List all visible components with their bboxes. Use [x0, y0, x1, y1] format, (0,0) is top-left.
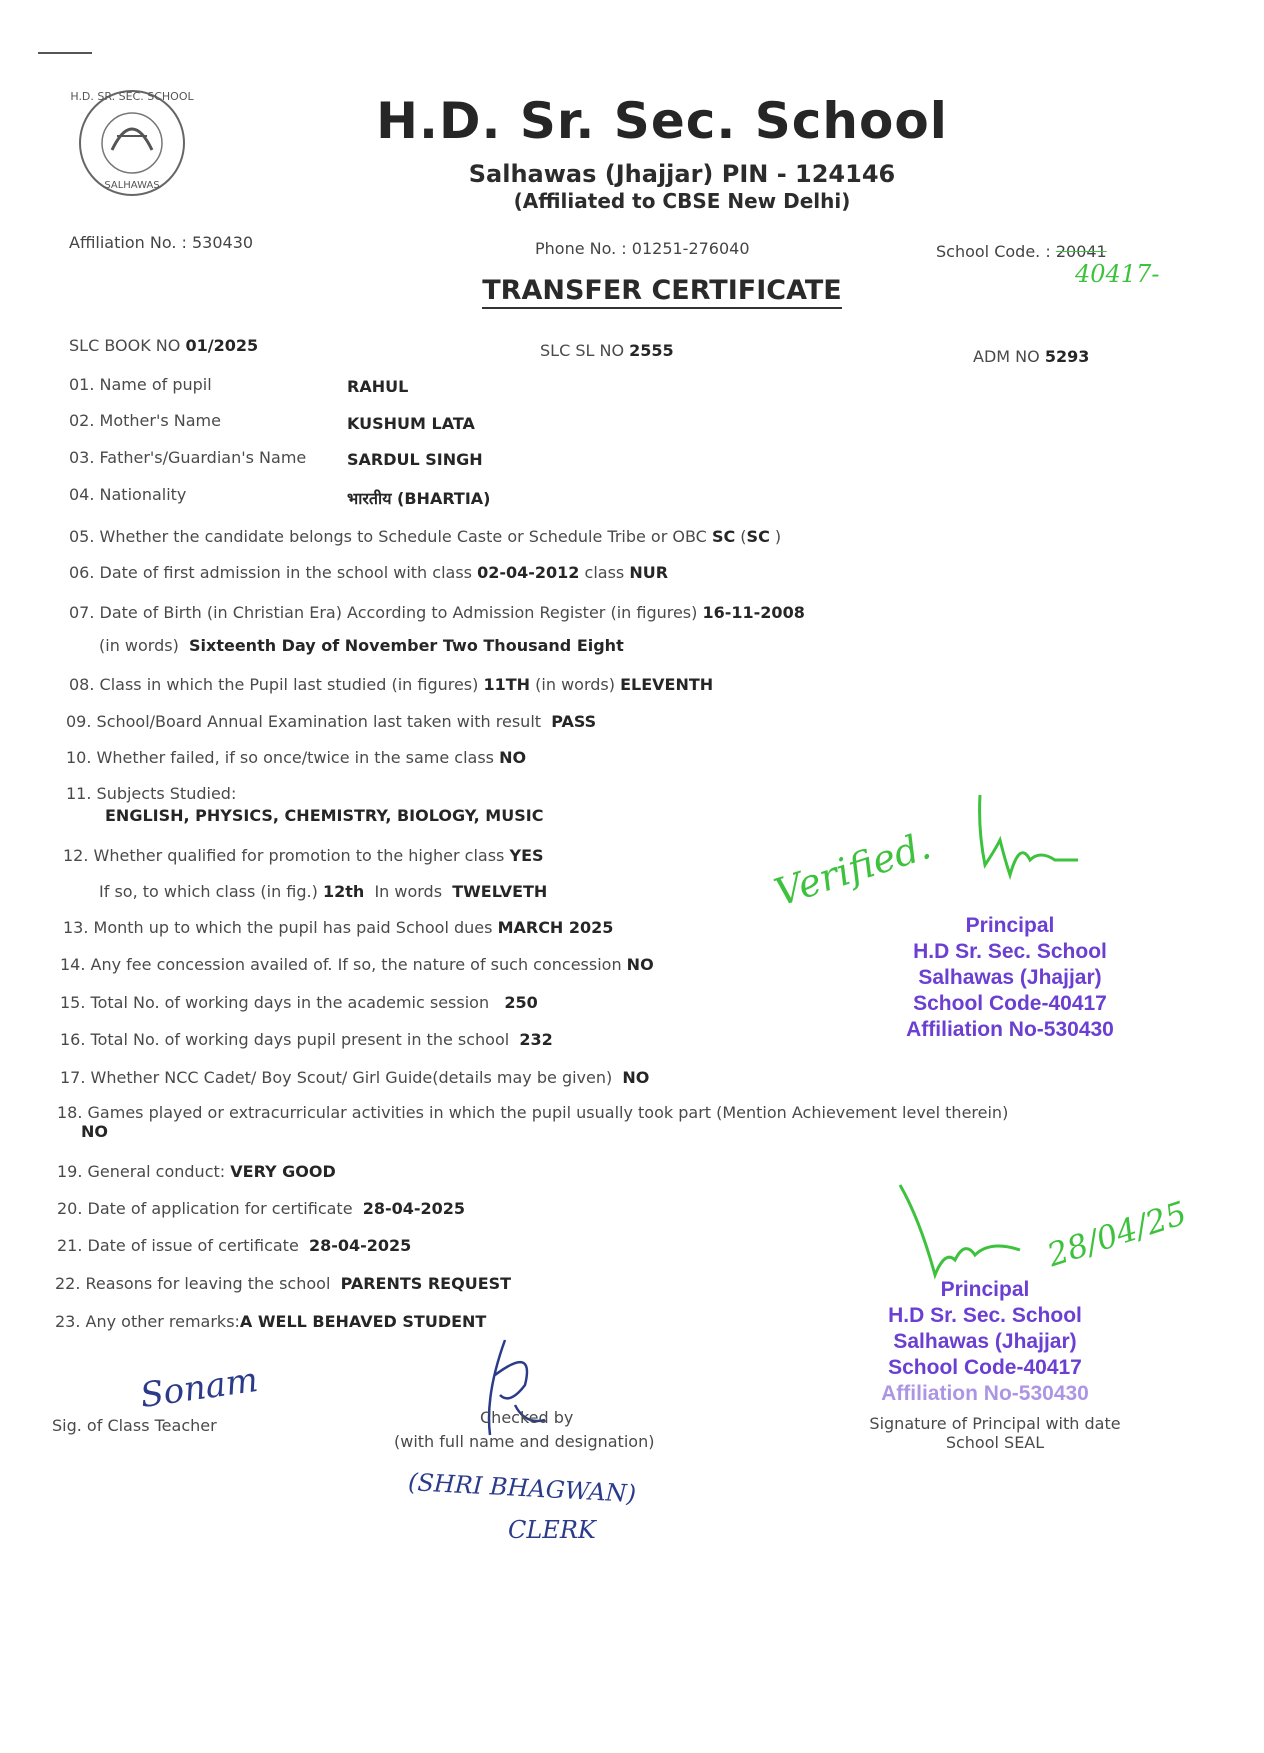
item-21-value: 28-04-2025 [308, 1236, 412, 1255]
item-20 [57, 1199, 465, 1218]
item-05-label: 05. Whether the candidate belongs to Schedule Caste or Schedule Tribe or OBC [69, 527, 707, 546]
item-07-value: 16-11-2008 [702, 603, 805, 622]
item-12-sub-words-label: In words [374, 882, 443, 901]
item-22 [55, 1274, 511, 1293]
stamp2-line-5: Affiliation No-530430 [881, 1382, 1089, 1405]
item-19-label: 19. General conduct: [57, 1162, 226, 1181]
item-09 [66, 712, 596, 731]
clerk-handwritten-name: (SHRI BHAGWAN) [407, 1468, 637, 1508]
item-07 [69, 603, 805, 622]
affiliation-number: Affiliation No. : 530430 [69, 233, 254, 252]
item-08-label: 08. Class in which the Pupil last studied (in figures) [69, 675, 479, 694]
svg-text:SALHAWAS: SALHAWAS [104, 180, 160, 191]
item-03-value: SARDUL SINGH [347, 450, 483, 469]
item-08-words-label: (in words) [535, 675, 615, 694]
item-04-label: 04. Nationality [69, 485, 187, 504]
slc-book-no [69, 336, 258, 355]
item-18-value: NO [81, 1122, 108, 1141]
item-15 [60, 993, 538, 1012]
item-10 [66, 748, 526, 767]
item-10-value: NO [499, 748, 527, 767]
principal-signature-caption [835, 1414, 1155, 1452]
item-01-value: RAHUL [347, 377, 409, 396]
school-address: Salhawas (Jhajjar) PIN - 124146 [468, 160, 896, 188]
school-code-handwritten: 40417- [1075, 260, 1160, 288]
item-13-label: 13. Month up to which the pupil has paid School dues [63, 918, 493, 937]
item-03-label: 03. Father's/Guardian's Name [69, 448, 307, 467]
stamp2-line-2: H.D Sr. Sec. School [888, 1304, 1082, 1327]
stamp1-line-5: Affiliation No-530430 [906, 1018, 1114, 1041]
phone-number: Phone No. : 01251-276040 [535, 239, 750, 258]
item-09-value: PASS [551, 712, 597, 731]
stamp2-line-1: Principal [940, 1278, 1030, 1301]
item-07-words [99, 636, 624, 655]
item-23-value: A WELL BEHAVED STUDENT [239, 1312, 487, 1331]
item-18-label: 18. Games played or extracurricular activities in which the pupil usually took part (Mention Achievement level therein) [57, 1103, 1009, 1122]
item-12-sub-label: If so, to which class (in fig.) [99, 882, 318, 901]
item-12-sub-words-value: TWELVETH [452, 882, 548, 901]
item-22-label: 22. Reasons for leaving the school [55, 1274, 331, 1293]
stamp2-line-3: Salhawas (Jhajjar) [893, 1330, 1077, 1353]
item-16-value: 232 [519, 1030, 553, 1049]
item-05-paren-close: ) [774, 527, 782, 546]
item-07-words-label: (in words) [99, 636, 179, 655]
item-15-value: 250 [504, 993, 538, 1012]
item-15-label: 15. Total No. of working days in the academic session [60, 993, 490, 1012]
checked-by-line-1: Checked by [480, 1408, 574, 1427]
verified-handwritten: Verified. [769, 823, 936, 915]
checked-by-line-2: (with full name and designation) [394, 1432, 655, 1451]
principal-caption-line-1: Signature of Principal with date [869, 1414, 1121, 1433]
item-06 [69, 563, 668, 582]
clerk-handwritten-designation: CLERK [508, 1516, 596, 1544]
item-13 [63, 918, 613, 937]
principal-caption-line-2: School SEAL [945, 1433, 1045, 1452]
principal-handwritten-date: 28/04/25 [1042, 1193, 1192, 1275]
item-04-value: भारतीय (BHARTIA) [347, 489, 491, 508]
class-teacher-caption: Sig. of Class Teacher [52, 1416, 217, 1435]
item-19 [57, 1162, 336, 1181]
item-06-class-value: NUR [629, 563, 669, 582]
principal-signature-2 [890, 1180, 1050, 1290]
item-14 [60, 955, 654, 974]
item-08-words-value: ELEVENTH [620, 675, 714, 694]
item-06-label: 06. Date of first admission in the school with class [69, 563, 472, 582]
item-16 [60, 1030, 553, 1049]
item-02-value: KUSHUM LATA [347, 414, 475, 433]
school-affiliation: (Affiliated to CBSE New Delhi) [513, 189, 851, 213]
principal-stamp-2 [825, 1277, 1145, 1407]
slc-sl-no [540, 341, 674, 360]
school-code-struck: 20041 [1055, 242, 1107, 261]
item-12-label: 12. Whether qualified for promotion to the higher class [63, 846, 505, 865]
slc-sl-value: 2555 [629, 341, 674, 360]
item-08 [69, 675, 713, 694]
stamp1-line-1: Principal [965, 914, 1055, 937]
adm-no [973, 347, 1089, 366]
adm-label: ADM NO [973, 347, 1040, 366]
item-11-value: ENGLISH, PHYSICS, CHEMISTRY, BIOLOGY, MUSIC [105, 806, 544, 825]
item-14-value: NO [626, 955, 654, 974]
item-05-paren-open: ( [740, 527, 747, 546]
certificate-title-text: TRANSFER CERTIFICATE [482, 275, 842, 309]
item-17 [60, 1068, 649, 1087]
item-16-label: 16. Total No. of working days pupil present in the school [60, 1030, 510, 1049]
item-17-value: NO [622, 1068, 650, 1087]
clerk-signature [465, 1335, 555, 1445]
item-08-value: 11TH [483, 675, 531, 694]
item-21-label: 21. Date of issue of certificate [57, 1236, 299, 1255]
slc-book-label: SLC BOOK NO [69, 336, 181, 355]
item-12-sub [99, 882, 547, 901]
item-01-label: 01. Name of pupil [69, 375, 212, 394]
slc-sl-label: SLC SL NO [540, 341, 625, 360]
item-17-label: 17. Whether NCC Cadet/ Boy Scout/ Girl Guide(details may be given) [60, 1068, 613, 1087]
item-06-class-label: class [584, 563, 625, 582]
slc-book-value: 01/2025 [185, 336, 259, 355]
stamp2-line-4: School Code-40417 [888, 1356, 1082, 1379]
school-code-label: School Code. : [936, 242, 1051, 261]
item-06-date: 02-04-2012 [477, 563, 580, 582]
item-19-value: VERY GOOD [230, 1162, 336, 1181]
stamp1-line-3: Salhawas (Jhajjar) [918, 966, 1102, 989]
certificate-title [0, 275, 1264, 306]
item-23-label: 23. Any other remarks: [55, 1312, 240, 1331]
item-05-tail-value: SC [746, 527, 770, 546]
principal-signature-1 [960, 790, 1080, 900]
margin-dash [38, 52, 92, 54]
item-21 [57, 1236, 411, 1255]
item-13-value: MARCH 2025 [497, 918, 614, 937]
item-22-value: PARENTS REQUEST [340, 1274, 512, 1293]
item-23 [55, 1312, 486, 1331]
school-code [936, 242, 1107, 261]
item-05 [69, 527, 781, 546]
class-teacher-signature: Sonam [137, 1359, 261, 1417]
item-10-label: 10. Whether failed, if so once/twice in the same class [66, 748, 495, 767]
item-07-words-value: Sixteenth Day of November Two Thousand Eight [189, 636, 624, 655]
item-11-label: 11. Subjects Studied: [66, 784, 237, 803]
item-20-label: 20. Date of application for certificate [57, 1199, 353, 1218]
item-12-sub-value: 12th [322, 882, 365, 901]
stamp1-line-2: H.D Sr. Sec. School [913, 940, 1107, 963]
item-07-label: 07. Date of Birth (in Christian Era) According to Admission Register (in figures) [69, 603, 698, 622]
item-02-label: 02. Mother's Name [69, 411, 221, 430]
school-name: H.D. Sr. Sec. School [376, 92, 948, 150]
item-14-label: 14. Any fee concession availed of. If so, the nature of such concession [60, 955, 622, 974]
principal-stamp-1 [850, 913, 1170, 1043]
item-09-label: 09. School/Board Annual Examination last taken with result [66, 712, 542, 731]
svg-text:H.D. SR. SEC. SCHOOL: H.D. SR. SEC. SCHOOL [70, 90, 194, 103]
item-12-value: YES [509, 846, 544, 865]
item-12 [63, 846, 544, 865]
item-20-value: 28-04-2025 [362, 1199, 466, 1218]
item-05-value: SC [711, 527, 736, 546]
stamp1-line-4: School Code-40417 [913, 992, 1107, 1015]
adm-value: 5293 [1044, 347, 1090, 366]
